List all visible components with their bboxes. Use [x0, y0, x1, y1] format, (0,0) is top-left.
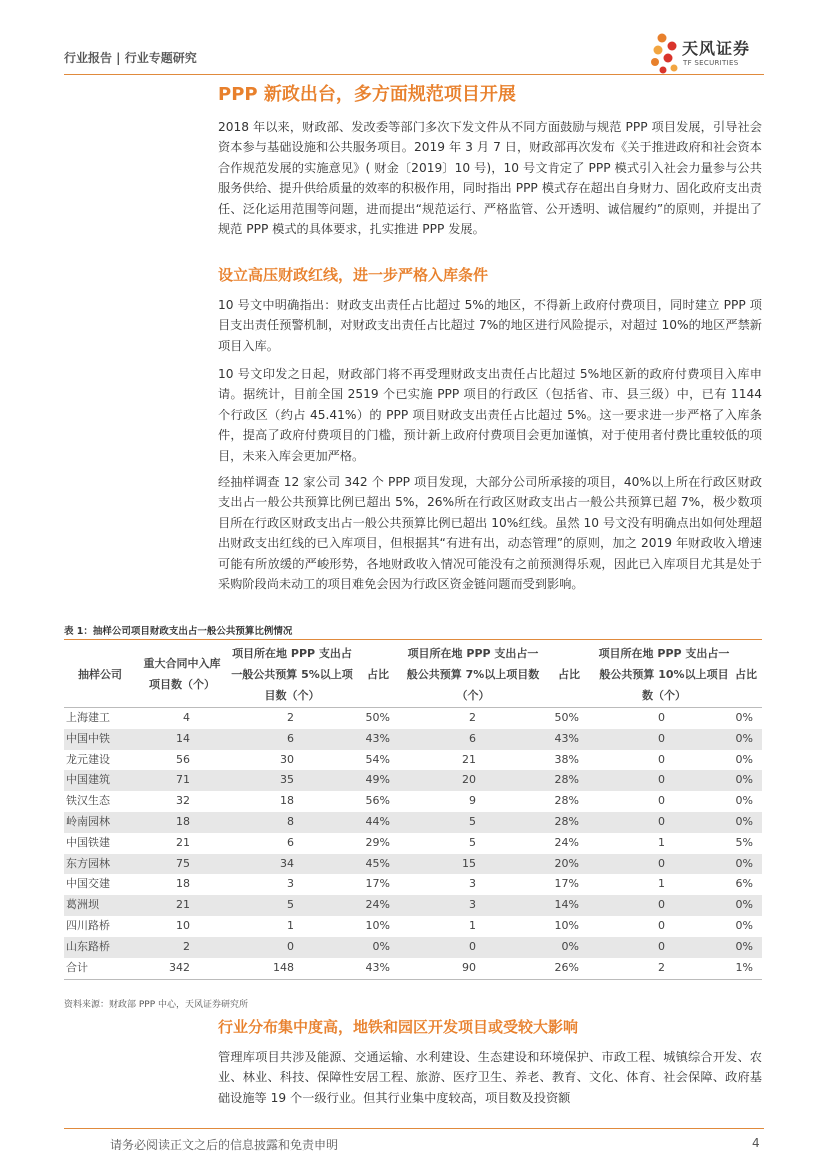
table-row [64, 874, 762, 895]
cell-ratio10: 6% [735, 877, 753, 891]
cell-over10: 0 [658, 794, 665, 808]
intro-paragraph: 2018 年以来，财政部、发改委等部门多次下发文件从不同方面鼓励与规范 PPP 项目发展，引导社会资本参与基础设施和公共服务项目。2019 年 3 月 7 日，财政部再次发布《关于推进政府和社会资本合作规范发展的实施意见》( 财金〔2019〕10 号)，10 号文肯定了 PPP 模式引入社会力量参与公共服务供给、提升供给质量的效率的积极作用，同时指出 PPP 模式存在超出自身财力、固化政府支出责任、泛化运用范围等问题，进而提出“规范运行、严格监管、公开透明、诚信履约”的原则，并提出了规范 PPP 模式的具体要求，扎实推进 PPP 发展。 [218, 120, 762, 237]
cell-ratio5: 50% [365, 711, 390, 724]
cell-over5: 30 [280, 752, 294, 766]
cell-total: 21 [176, 835, 190, 849]
cell-company: 东方园林 [66, 856, 110, 870]
cell-ratio10: 0% [735, 814, 753, 828]
cell-over10: 0 [658, 898, 665, 912]
cell-total: 71 [176, 773, 190, 787]
cell-ratio10: 5% [735, 835, 753, 849]
logo-name: 天风证券 [682, 39, 751, 58]
cell-company: 中国中铁 [66, 731, 110, 745]
cell-total: 4 [183, 711, 190, 724]
cell-ratio7: 43% [554, 731, 579, 745]
cell-over7: 90 [462, 960, 476, 974]
header-ratio-7: 占比 [558, 667, 580, 681]
cell-total: 18 [176, 814, 190, 828]
cell-ratio10: 0% [735, 731, 753, 745]
cell-over7: 20 [462, 773, 476, 787]
cell-over7: 5 [469, 835, 476, 849]
cell-ratio5: 29% [365, 835, 390, 849]
cell-ratio7: 20% [554, 856, 579, 870]
cell-ratio7: 28% [554, 773, 579, 787]
cell-ratio5: 44% [365, 814, 390, 828]
table-source: 资料来源：财政部 PPP 中心，天风证券研究所 [64, 1000, 249, 1010]
page-number: 4 [752, 1136, 760, 1150]
table-row [64, 770, 762, 791]
cell-total: 21 [176, 898, 190, 912]
cell-ratio5: 56% [365, 794, 390, 808]
cell-over5: 34 [280, 856, 294, 870]
cell-ratio5: 10% [365, 918, 390, 932]
cell-ratio10: 0% [735, 773, 753, 787]
cell-ratio5: 43% [365, 960, 390, 974]
cell-ratio7: 38% [554, 752, 579, 766]
header-company: 抽样公司 [78, 667, 122, 681]
cell-ratio10: 0% [735, 711, 753, 724]
cell-ratio7: 28% [554, 794, 579, 808]
header-total-projects: 重大合同中入库项目数（个） [143, 657, 221, 691]
cell-over7: 3 [469, 877, 476, 891]
cell-total: 2 [183, 939, 190, 953]
cell-ratio7: 17% [554, 877, 579, 891]
cell-over10: 0 [658, 939, 665, 953]
cell-company: 四川路桥 [66, 918, 110, 932]
header-over-7: 项目所在地 PPP 支出占一般公共预算 7%以上项目数（个） [406, 646, 540, 702]
cell-ratio7: 50% [554, 711, 579, 724]
cell-over10: 0 [658, 856, 665, 870]
table-header [64, 641, 762, 707]
paragraph-3: 经抽样调查 12 家公司 342 个 PPP 项目发现，大部分公司所承接的项目，40%以上所在行政区财政支出占一般公共预算比例已超出 5%，26%所在行政区财政支出占一般公共预算已超 7%，极少数项目所在行政区财政支出占一般公共预算比例已超出 10%红线。虽然 10 号文没有明确点出如何处理超出财政支出红线的已入库项目，但根据其“有进有出，动态管理”的原则，加之 2019 年财政收入增速可能有所放缓的严峻形势，各地财政收入情况可能没有之前预测得乐观，因此已入库项目尤其是处于采购阶段尚未动工的项目难免会因为行政区资金链问题而受到影响。 [218, 475, 762, 592]
cell-over10: 0 [658, 814, 665, 828]
cell-company: 中国建筑 [66, 773, 110, 787]
table-top-rule [64, 639, 762, 640]
cell-ratio10: 0% [735, 939, 753, 953]
cell-over10: 0 [658, 773, 665, 787]
cell-total: 75 [176, 856, 190, 870]
table-row [64, 854, 762, 875]
cell-ratio5: 49% [365, 773, 390, 787]
cell-ratio10: 0% [735, 898, 753, 912]
report-category: 行业报告 | 行业专题研究 [64, 51, 197, 65]
cell-over5: 148 [273, 960, 294, 974]
header-ratio-10: 占比 [735, 667, 757, 681]
cell-company: 岭南园林 [66, 814, 110, 828]
footer-divider [64, 1128, 764, 1129]
cell-ratio5: 0% [372, 939, 390, 953]
header-over-10: 项目所在地 PPP 支出占一般公共预算 10%以上项目数（个） [598, 646, 730, 702]
logo-subtitle: TF SECURITIES [683, 59, 739, 67]
cell-over7: 2 [469, 711, 476, 724]
cell-ratio10: 0% [735, 752, 753, 766]
cell-company: 龙元建设 [66, 752, 110, 766]
cell-ratio7: 0% [561, 939, 579, 953]
cell-ratio7: 26% [554, 960, 579, 974]
header-over-5: 项目所在地 PPP 支出占一般公共预算 5%以上项目数（个） [231, 646, 353, 702]
paragraph-1: 10 号文中明确指出：财政支出责任占比超过 5%的地区，不得新上政府付费项目，同时建立 PPP 项目支出责任预警机制，对财政支出责任占比超过 7%的地区进行风险提示，对超过 10%的地区严禁新项目入库。 [218, 298, 762, 353]
cell-ratio5: 45% [365, 856, 390, 870]
cell-ratio7: 28% [554, 814, 579, 828]
cell-company: 中国铁建 [66, 835, 110, 849]
cell-over10: 0 [658, 711, 665, 724]
table-row [64, 895, 762, 916]
cell-total: 342 [169, 960, 190, 974]
table-row [64, 937, 762, 958]
cell-over5: 2 [287, 711, 294, 724]
cell-over5: 8 [287, 814, 294, 828]
cell-over5: 0 [287, 939, 294, 953]
paragraph-4: 管理库项目共涉及能源、交通运输、水利建设、生态建设和环境保护、市政工程、城镇综合开发、农业、林业、科技、保障性安居工程、旅游、医疗卫生、养老、教育、文化、体育、社会保障、政府基础设施等 19 个一级行业。但其行业集中度较高，项目数及投资额 [218, 1050, 762, 1105]
cell-company: 葛洲坝 [66, 898, 99, 912]
table-row [64, 729, 762, 750]
cell-over7: 15 [462, 856, 476, 870]
cell-ratio5: 24% [365, 898, 390, 912]
cell-over10: 2 [658, 960, 665, 974]
cell-ratio5: 43% [365, 731, 390, 745]
cell-over10: 0 [658, 731, 665, 745]
cell-over7: 3 [469, 898, 476, 912]
table-row [64, 750, 762, 771]
table-row [64, 791, 762, 812]
cell-over10: 0 [658, 918, 665, 932]
cell-over5: 35 [280, 773, 294, 787]
cell-ratio5: 54% [365, 752, 390, 766]
footer-disclaimer: 请务必阅读正文之后的信息披露和免责申明 [110, 1138, 339, 1152]
subsection-title-2: 行业分布集中度高，地铁和园区开发项目或受较大影响 [218, 1018, 579, 1036]
cell-total: 10 [176, 918, 190, 932]
cell-over10: 1 [658, 835, 665, 849]
cell-over5: 6 [287, 731, 294, 745]
header-ratio-5: 占比 [367, 667, 389, 681]
table-caption: 表 1：抽样公司项目财政支出占一般公共预算比例情况 [64, 626, 293, 637]
table-row [64, 958, 762, 979]
header-divider [64, 74, 764, 75]
subsection-title-1: 设立高压财政红线，进一步严格入库条件 [218, 266, 489, 284]
cell-over7: 5 [469, 814, 476, 828]
cell-company: 山东路桥 [66, 939, 110, 953]
cell-ratio7: 24% [554, 835, 579, 849]
cell-ratio7: 14% [554, 898, 579, 912]
cell-ratio10: 0% [735, 794, 753, 808]
table-row [64, 833, 762, 854]
cell-ratio10: 1% [735, 960, 753, 974]
cell-total: 18 [176, 877, 190, 891]
table-row [64, 812, 762, 833]
cell-ratio7: 10% [554, 918, 579, 932]
cell-over5: 5 [287, 898, 294, 912]
cell-company: 铁汉生态 [66, 794, 110, 808]
table-body [64, 708, 762, 978]
table-row [64, 708, 762, 729]
cell-over10: 1 [658, 877, 665, 891]
cell-company: 合计 [66, 960, 88, 974]
cell-ratio10: 0% [735, 856, 753, 870]
table-bottom-rule [64, 979, 762, 980]
section-title: PPP 新政出台，多方面规范项目开展 [218, 84, 516, 105]
cell-over7: 1 [469, 918, 476, 932]
paragraph-2: 10 号文印发之日起，财政部门将不再受理财政支出责任占比超过 5%地区新的政府付费项目入库申请。据统计，目前全国 2519 个已实施 PPP 项目的行政区（包括省、市、县三级）中，已有 1144 个行政区（约占 45.41%）的 PPP 项目财政支出责任占比超过 5%。这一要求进一步严格了入库条件，提高了政府付费项目的门槛，预计新上政府付费项目会更加谨慎，对于使用者付费比重较低的项目，未来入库会更加严格。 [218, 367, 762, 463]
cell-over5: 6 [287, 835, 294, 849]
cell-over7: 21 [462, 752, 476, 766]
table-row [64, 916, 762, 937]
cell-over7: 6 [469, 731, 476, 745]
cell-over7: 9 [469, 794, 476, 808]
cell-over7: 0 [469, 939, 476, 953]
cell-over10: 0 [658, 752, 665, 766]
company-logo [648, 30, 778, 80]
cell-ratio5: 17% [365, 877, 390, 891]
cell-over5: 18 [280, 794, 294, 808]
flower-logo-icon [648, 30, 682, 80]
cell-total: 14 [176, 731, 190, 745]
cell-total: 56 [176, 752, 190, 766]
cell-company: 中国交建 [66, 877, 110, 891]
cell-over5: 3 [287, 877, 294, 891]
cell-ratio10: 0% [735, 918, 753, 932]
cell-total: 32 [176, 794, 190, 808]
cell-over5: 1 [287, 918, 294, 932]
cell-company: 上海建工 [66, 711, 110, 724]
